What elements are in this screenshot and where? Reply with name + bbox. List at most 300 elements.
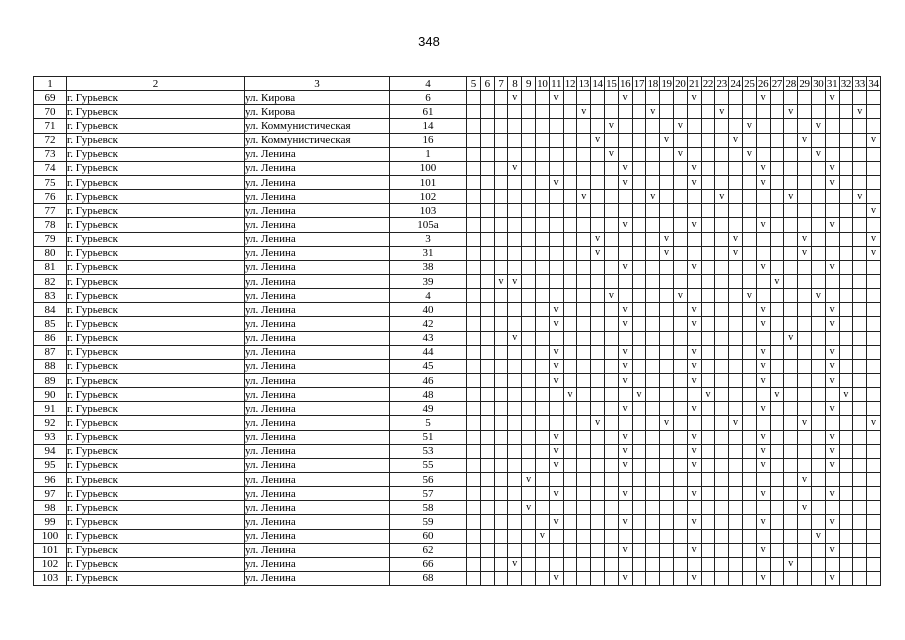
table-row bbox=[34, 147, 881, 161]
day-cell-16 bbox=[618, 317, 632, 331]
check-mark: v bbox=[512, 275, 518, 287]
day-cell-34 bbox=[867, 161, 881, 175]
row-number-cell: 102 bbox=[34, 557, 67, 571]
day-cell-25 bbox=[742, 501, 756, 515]
day-cell-5 bbox=[467, 133, 481, 147]
day-cell-29 bbox=[798, 246, 812, 260]
day-cell-6 bbox=[480, 345, 494, 359]
check-mark: v bbox=[622, 261, 628, 273]
day-cell-18 bbox=[646, 190, 660, 204]
day-cell-30 bbox=[811, 260, 825, 274]
check-mark: v bbox=[622, 515, 628, 527]
day-cell-29 bbox=[798, 430, 812, 444]
day-cell-20 bbox=[673, 204, 687, 218]
day-cell-20 bbox=[673, 501, 687, 515]
check-mark: v bbox=[829, 162, 835, 174]
day-cell-6 bbox=[480, 274, 494, 288]
day-cell-6 bbox=[480, 515, 494, 529]
day-cell-27 bbox=[770, 388, 784, 402]
day-cell-32 bbox=[839, 289, 853, 303]
day-cell-21 bbox=[687, 133, 701, 147]
row-number-cell: 87 bbox=[34, 345, 67, 359]
check-mark: v bbox=[733, 247, 739, 259]
day-cell-27 bbox=[770, 246, 784, 260]
day-cell-22 bbox=[701, 501, 715, 515]
day-cell-17 bbox=[632, 175, 646, 189]
day-cell-30 bbox=[811, 345, 825, 359]
day-cell-14 bbox=[591, 105, 605, 119]
check-mark: v bbox=[553, 572, 559, 584]
day-cell-15 bbox=[604, 317, 618, 331]
header-col-7: 7 bbox=[494, 77, 508, 91]
day-cell-31 bbox=[825, 472, 839, 486]
day-cell-14 bbox=[591, 204, 605, 218]
day-cell-30 bbox=[811, 147, 825, 161]
day-cell-29 bbox=[798, 501, 812, 515]
day-cell-10 bbox=[535, 303, 549, 317]
day-cell-15 bbox=[604, 430, 618, 444]
street-cell: ул. Ленина bbox=[245, 190, 390, 204]
day-cell-16 bbox=[618, 289, 632, 303]
day-cell-10 bbox=[535, 472, 549, 486]
day-cell-25 bbox=[742, 557, 756, 571]
check-mark: v bbox=[567, 388, 573, 400]
day-cell-14 bbox=[591, 359, 605, 373]
day-cell-34 bbox=[867, 147, 881, 161]
check-mark: v bbox=[512, 91, 518, 103]
day-cell-9 bbox=[522, 515, 536, 529]
city-cell: г. Гурьевск bbox=[67, 402, 245, 416]
day-cell-6 bbox=[480, 416, 494, 430]
street-cell: ул. Ленина bbox=[245, 303, 390, 317]
street-cell: ул. Ленина bbox=[245, 317, 390, 331]
day-cell-15 bbox=[604, 218, 618, 232]
day-cell-30 bbox=[811, 402, 825, 416]
day-cell-29 bbox=[798, 529, 812, 543]
day-cell-8 bbox=[508, 91, 522, 105]
day-cell-7 bbox=[494, 501, 508, 515]
day-cell-31 bbox=[825, 232, 839, 246]
day-cell-25 bbox=[742, 472, 756, 486]
day-cell-7 bbox=[494, 232, 508, 246]
day-cell-10 bbox=[535, 388, 549, 402]
day-cell-21 bbox=[687, 260, 701, 274]
day-cell-25 bbox=[742, 430, 756, 444]
day-cell-21 bbox=[687, 105, 701, 119]
day-cell-26 bbox=[756, 402, 770, 416]
day-cell-11 bbox=[549, 359, 563, 373]
day-cell-18 bbox=[646, 232, 660, 246]
check-mark: v bbox=[553, 459, 559, 471]
day-cell-17 bbox=[632, 289, 646, 303]
day-cell-29 bbox=[798, 388, 812, 402]
day-cell-15 bbox=[604, 105, 618, 119]
day-cell-21 bbox=[687, 232, 701, 246]
day-cell-6 bbox=[480, 402, 494, 416]
check-mark: v bbox=[553, 317, 559, 329]
day-cell-27 bbox=[770, 487, 784, 501]
day-cell-7 bbox=[494, 133, 508, 147]
street-cell: ул. Ленина bbox=[245, 175, 390, 189]
day-cell-32 bbox=[839, 190, 853, 204]
day-cell-8 bbox=[508, 543, 522, 557]
day-cell-22 bbox=[701, 190, 715, 204]
day-cell-5 bbox=[467, 175, 481, 189]
day-cell-32 bbox=[839, 373, 853, 387]
day-cell-9 bbox=[522, 260, 536, 274]
day-cell-15 bbox=[604, 175, 618, 189]
day-cell-16 bbox=[618, 232, 632, 246]
table-row bbox=[34, 501, 881, 515]
day-cell-15 bbox=[604, 303, 618, 317]
day-cell-33 bbox=[853, 487, 867, 501]
day-cell-7 bbox=[494, 472, 508, 486]
day-cell-5 bbox=[467, 501, 481, 515]
day-cell-6 bbox=[480, 458, 494, 472]
day-cell-28 bbox=[784, 430, 798, 444]
day-cell-23 bbox=[715, 444, 729, 458]
day-cell-9 bbox=[522, 232, 536, 246]
day-cell-13 bbox=[577, 487, 591, 501]
check-mark: v bbox=[829, 544, 835, 556]
day-cell-33 bbox=[853, 444, 867, 458]
day-cell-26 bbox=[756, 416, 770, 430]
day-cell-24 bbox=[729, 543, 743, 557]
check-mark: v bbox=[815, 530, 821, 542]
day-cell-26 bbox=[756, 430, 770, 444]
day-cell-31 bbox=[825, 416, 839, 430]
day-cell-29 bbox=[798, 274, 812, 288]
day-cell-12 bbox=[563, 388, 577, 402]
day-cell-33 bbox=[853, 175, 867, 189]
check-mark: v bbox=[802, 473, 808, 485]
day-cell-13 bbox=[577, 501, 591, 515]
day-cell-32 bbox=[839, 147, 853, 161]
day-cell-16 bbox=[618, 331, 632, 345]
day-cell-17 bbox=[632, 373, 646, 387]
day-cell-27 bbox=[770, 416, 784, 430]
day-cell-26 bbox=[756, 515, 770, 529]
day-cell-21 bbox=[687, 543, 701, 557]
day-cell-17 bbox=[632, 91, 646, 105]
day-cell-34 bbox=[867, 232, 881, 246]
day-cell-29 bbox=[798, 260, 812, 274]
day-cell-6 bbox=[480, 289, 494, 303]
day-cell-13 bbox=[577, 430, 591, 444]
day-cell-20 bbox=[673, 232, 687, 246]
day-cell-33 bbox=[853, 345, 867, 359]
day-cell-31 bbox=[825, 458, 839, 472]
day-cell-22 bbox=[701, 458, 715, 472]
day-cell-30 bbox=[811, 331, 825, 345]
header-col-4: 4 bbox=[390, 77, 467, 91]
table-row bbox=[34, 204, 881, 218]
day-cell-24 bbox=[729, 458, 743, 472]
day-cell-20 bbox=[673, 147, 687, 161]
day-cell-17 bbox=[632, 571, 646, 585]
day-cell-30 bbox=[811, 557, 825, 571]
day-cell-30 bbox=[811, 289, 825, 303]
day-cell-25 bbox=[742, 543, 756, 557]
day-cell-19 bbox=[660, 105, 674, 119]
street-cell: ул. Ленина bbox=[245, 359, 390, 373]
day-cell-11 bbox=[549, 487, 563, 501]
check-mark: v bbox=[719, 105, 725, 117]
day-cell-23 bbox=[715, 175, 729, 189]
day-cell-22 bbox=[701, 303, 715, 317]
day-cell-20 bbox=[673, 317, 687, 331]
day-cell-20 bbox=[673, 388, 687, 402]
day-cell-8 bbox=[508, 402, 522, 416]
day-cell-5 bbox=[467, 190, 481, 204]
day-cell-15 bbox=[604, 501, 618, 515]
check-mark: v bbox=[691, 374, 697, 386]
day-cell-23 bbox=[715, 91, 729, 105]
day-cell-22 bbox=[701, 232, 715, 246]
day-cell-8 bbox=[508, 501, 522, 515]
day-cell-10 bbox=[535, 501, 549, 515]
house-number-cell: 101 bbox=[390, 175, 467, 189]
check-mark: v bbox=[815, 289, 821, 301]
day-cell-28 bbox=[784, 487, 798, 501]
check-mark: v bbox=[595, 247, 601, 259]
day-cell-9 bbox=[522, 487, 536, 501]
day-cell-12 bbox=[563, 91, 577, 105]
check-mark: v bbox=[829, 91, 835, 103]
day-cell-21 bbox=[687, 91, 701, 105]
day-cell-15 bbox=[604, 373, 618, 387]
day-cell-33 bbox=[853, 260, 867, 274]
header-col-32: 32 bbox=[840, 77, 852, 90]
check-mark: v bbox=[871, 134, 876, 146]
day-cell-19 bbox=[660, 133, 674, 147]
check-mark: v bbox=[553, 431, 559, 443]
day-cell-13 bbox=[577, 458, 591, 472]
day-cell-27 bbox=[770, 515, 784, 529]
day-cell-7 bbox=[494, 119, 508, 133]
day-cell-17 bbox=[632, 444, 646, 458]
check-mark: v bbox=[829, 360, 835, 372]
day-cell-13 bbox=[577, 119, 591, 133]
day-cell-10 bbox=[535, 571, 549, 585]
day-cell-18 bbox=[646, 317, 660, 331]
check-mark: v bbox=[622, 303, 628, 315]
street-cell: ул. Ленина bbox=[245, 260, 390, 274]
day-cell-24 bbox=[729, 232, 743, 246]
day-cell-23 bbox=[715, 218, 729, 232]
day-cell-16 bbox=[618, 373, 632, 387]
day-cell-26 bbox=[756, 161, 770, 175]
day-cell-19 bbox=[660, 515, 674, 529]
day-cell-7 bbox=[494, 373, 508, 387]
day-cell-17 bbox=[632, 402, 646, 416]
street-cell: ул. Ленина bbox=[245, 147, 390, 161]
day-cell-16 bbox=[618, 487, 632, 501]
day-cell-20 bbox=[673, 289, 687, 303]
day-cell-20 bbox=[673, 543, 687, 557]
day-cell-32 bbox=[839, 416, 853, 430]
day-cell-20 bbox=[673, 161, 687, 175]
street-cell: ул. Ленина bbox=[245, 289, 390, 303]
street-cell: ул. Ленина bbox=[245, 529, 390, 543]
header-col-23: 23 bbox=[716, 77, 727, 90]
day-cell-10 bbox=[535, 232, 549, 246]
day-cell-24 bbox=[729, 345, 743, 359]
day-cell-34 bbox=[867, 402, 881, 416]
day-cell-8 bbox=[508, 529, 522, 543]
day-cell-16 bbox=[618, 105, 632, 119]
city-cell: г. Гурьевск bbox=[67, 444, 245, 458]
day-cell-5 bbox=[467, 359, 481, 373]
day-cell-32 bbox=[839, 246, 853, 260]
day-cell-30 bbox=[811, 515, 825, 529]
day-cell-29 bbox=[798, 105, 812, 119]
day-cell-23 bbox=[715, 501, 729, 515]
day-cell-32 bbox=[839, 331, 853, 345]
day-cell-5 bbox=[467, 246, 481, 260]
day-cell-27 bbox=[770, 331, 784, 345]
check-mark: v bbox=[622, 91, 628, 103]
day-cell-9 bbox=[522, 388, 536, 402]
row-number-cell: 71 bbox=[34, 119, 67, 133]
day-cell-17 bbox=[632, 529, 646, 543]
day-cell-6 bbox=[480, 388, 494, 402]
day-cell-32 bbox=[839, 557, 853, 571]
day-cell-26 bbox=[756, 444, 770, 458]
header-col-22: 22 bbox=[702, 77, 714, 90]
day-cell-9 bbox=[522, 501, 536, 515]
day-cell-32 bbox=[839, 571, 853, 585]
day-cell-8 bbox=[508, 557, 522, 571]
day-cell-27 bbox=[770, 317, 784, 331]
check-mark: v bbox=[595, 416, 601, 428]
check-mark: v bbox=[664, 247, 670, 259]
day-cell-16 bbox=[618, 91, 632, 105]
day-cell-12 bbox=[563, 444, 577, 458]
day-cell-13 bbox=[577, 190, 591, 204]
row-number-cell: 85 bbox=[34, 317, 67, 331]
day-cell-9 bbox=[522, 289, 536, 303]
day-cell-24 bbox=[729, 175, 743, 189]
check-mark: v bbox=[691, 346, 697, 358]
house-number-cell: 49 bbox=[390, 402, 467, 416]
day-cell-22 bbox=[701, 331, 715, 345]
day-cell-9 bbox=[522, 416, 536, 430]
day-cell-27 bbox=[770, 543, 784, 557]
day-cell-27 bbox=[770, 119, 784, 133]
day-cell-32 bbox=[839, 359, 853, 373]
day-cell-19 bbox=[660, 91, 674, 105]
day-cell-8 bbox=[508, 388, 522, 402]
day-cell-24 bbox=[729, 274, 743, 288]
house-number-cell: 43 bbox=[390, 331, 467, 345]
day-cell-18 bbox=[646, 373, 660, 387]
day-cell-23 bbox=[715, 402, 729, 416]
day-cell-12 bbox=[563, 246, 577, 260]
day-cell-19 bbox=[660, 402, 674, 416]
day-cell-8 bbox=[508, 345, 522, 359]
day-cell-13 bbox=[577, 388, 591, 402]
day-cell-6 bbox=[480, 232, 494, 246]
day-cell-16 bbox=[618, 204, 632, 218]
row-number-cell: 80 bbox=[34, 246, 67, 260]
header-col-8: 8 bbox=[508, 77, 522, 91]
day-cell-11 bbox=[549, 515, 563, 529]
header-col-15: 15 bbox=[606, 77, 617, 90]
day-cell-11 bbox=[549, 458, 563, 472]
day-cell-18 bbox=[646, 402, 660, 416]
day-cell-7 bbox=[494, 204, 508, 218]
day-cell-25 bbox=[742, 133, 756, 147]
day-cell-33 bbox=[853, 373, 867, 387]
day-cell-26 bbox=[756, 317, 770, 331]
day-cell-11 bbox=[549, 119, 563, 133]
day-cell-13 bbox=[577, 147, 591, 161]
house-number-cell: 42 bbox=[390, 317, 467, 331]
day-cell-13 bbox=[577, 274, 591, 288]
day-cell-20 bbox=[673, 260, 687, 274]
day-cell-33 bbox=[853, 359, 867, 373]
day-cell-22 bbox=[701, 571, 715, 585]
day-cell-20 bbox=[673, 303, 687, 317]
row-number-cell: 69 bbox=[34, 91, 67, 105]
day-cell-22 bbox=[701, 430, 715, 444]
day-cell-24 bbox=[729, 529, 743, 543]
day-cell-11 bbox=[549, 175, 563, 189]
check-mark: v bbox=[526, 473, 532, 485]
day-cell-30 bbox=[811, 501, 825, 515]
day-cell-24 bbox=[729, 444, 743, 458]
day-cell-26 bbox=[756, 260, 770, 274]
day-cell-6 bbox=[480, 359, 494, 373]
day-cell-12 bbox=[563, 571, 577, 585]
day-cell-25 bbox=[742, 571, 756, 585]
day-cell-8 bbox=[508, 317, 522, 331]
city-cell: г. Гурьевск bbox=[67, 416, 245, 430]
day-cell-25 bbox=[742, 175, 756, 189]
check-mark: v bbox=[581, 190, 587, 202]
day-cell-20 bbox=[673, 529, 687, 543]
day-cell-7 bbox=[494, 416, 508, 430]
day-cell-17 bbox=[632, 331, 646, 345]
street-cell: ул. Ленина bbox=[245, 246, 390, 260]
day-cell-16 bbox=[618, 402, 632, 416]
day-cell-30 bbox=[811, 388, 825, 402]
day-cell-24 bbox=[729, 571, 743, 585]
day-cell-31 bbox=[825, 218, 839, 232]
city-cell: г. Гурьевск bbox=[67, 557, 245, 571]
day-cell-19 bbox=[660, 430, 674, 444]
row-number-cell: 79 bbox=[34, 232, 67, 246]
row-number-cell: 72 bbox=[34, 133, 67, 147]
day-cell-32 bbox=[839, 444, 853, 458]
day-cell-20 bbox=[673, 557, 687, 571]
day-cell-21 bbox=[687, 402, 701, 416]
day-cell-28 bbox=[784, 204, 798, 218]
row-number-cell: 96 bbox=[34, 472, 67, 486]
day-cell-33 bbox=[853, 204, 867, 218]
day-cell-29 bbox=[798, 190, 812, 204]
header-col-26: 26 bbox=[757, 77, 769, 90]
header-col-30: 30 bbox=[813, 77, 824, 90]
day-cell-13 bbox=[577, 303, 591, 317]
house-number-cell: 61 bbox=[390, 105, 467, 119]
day-cell-16 bbox=[618, 472, 632, 486]
day-cell-13 bbox=[577, 260, 591, 274]
day-cell-18 bbox=[646, 303, 660, 317]
day-cell-9 bbox=[522, 402, 536, 416]
day-cell-27 bbox=[770, 571, 784, 585]
